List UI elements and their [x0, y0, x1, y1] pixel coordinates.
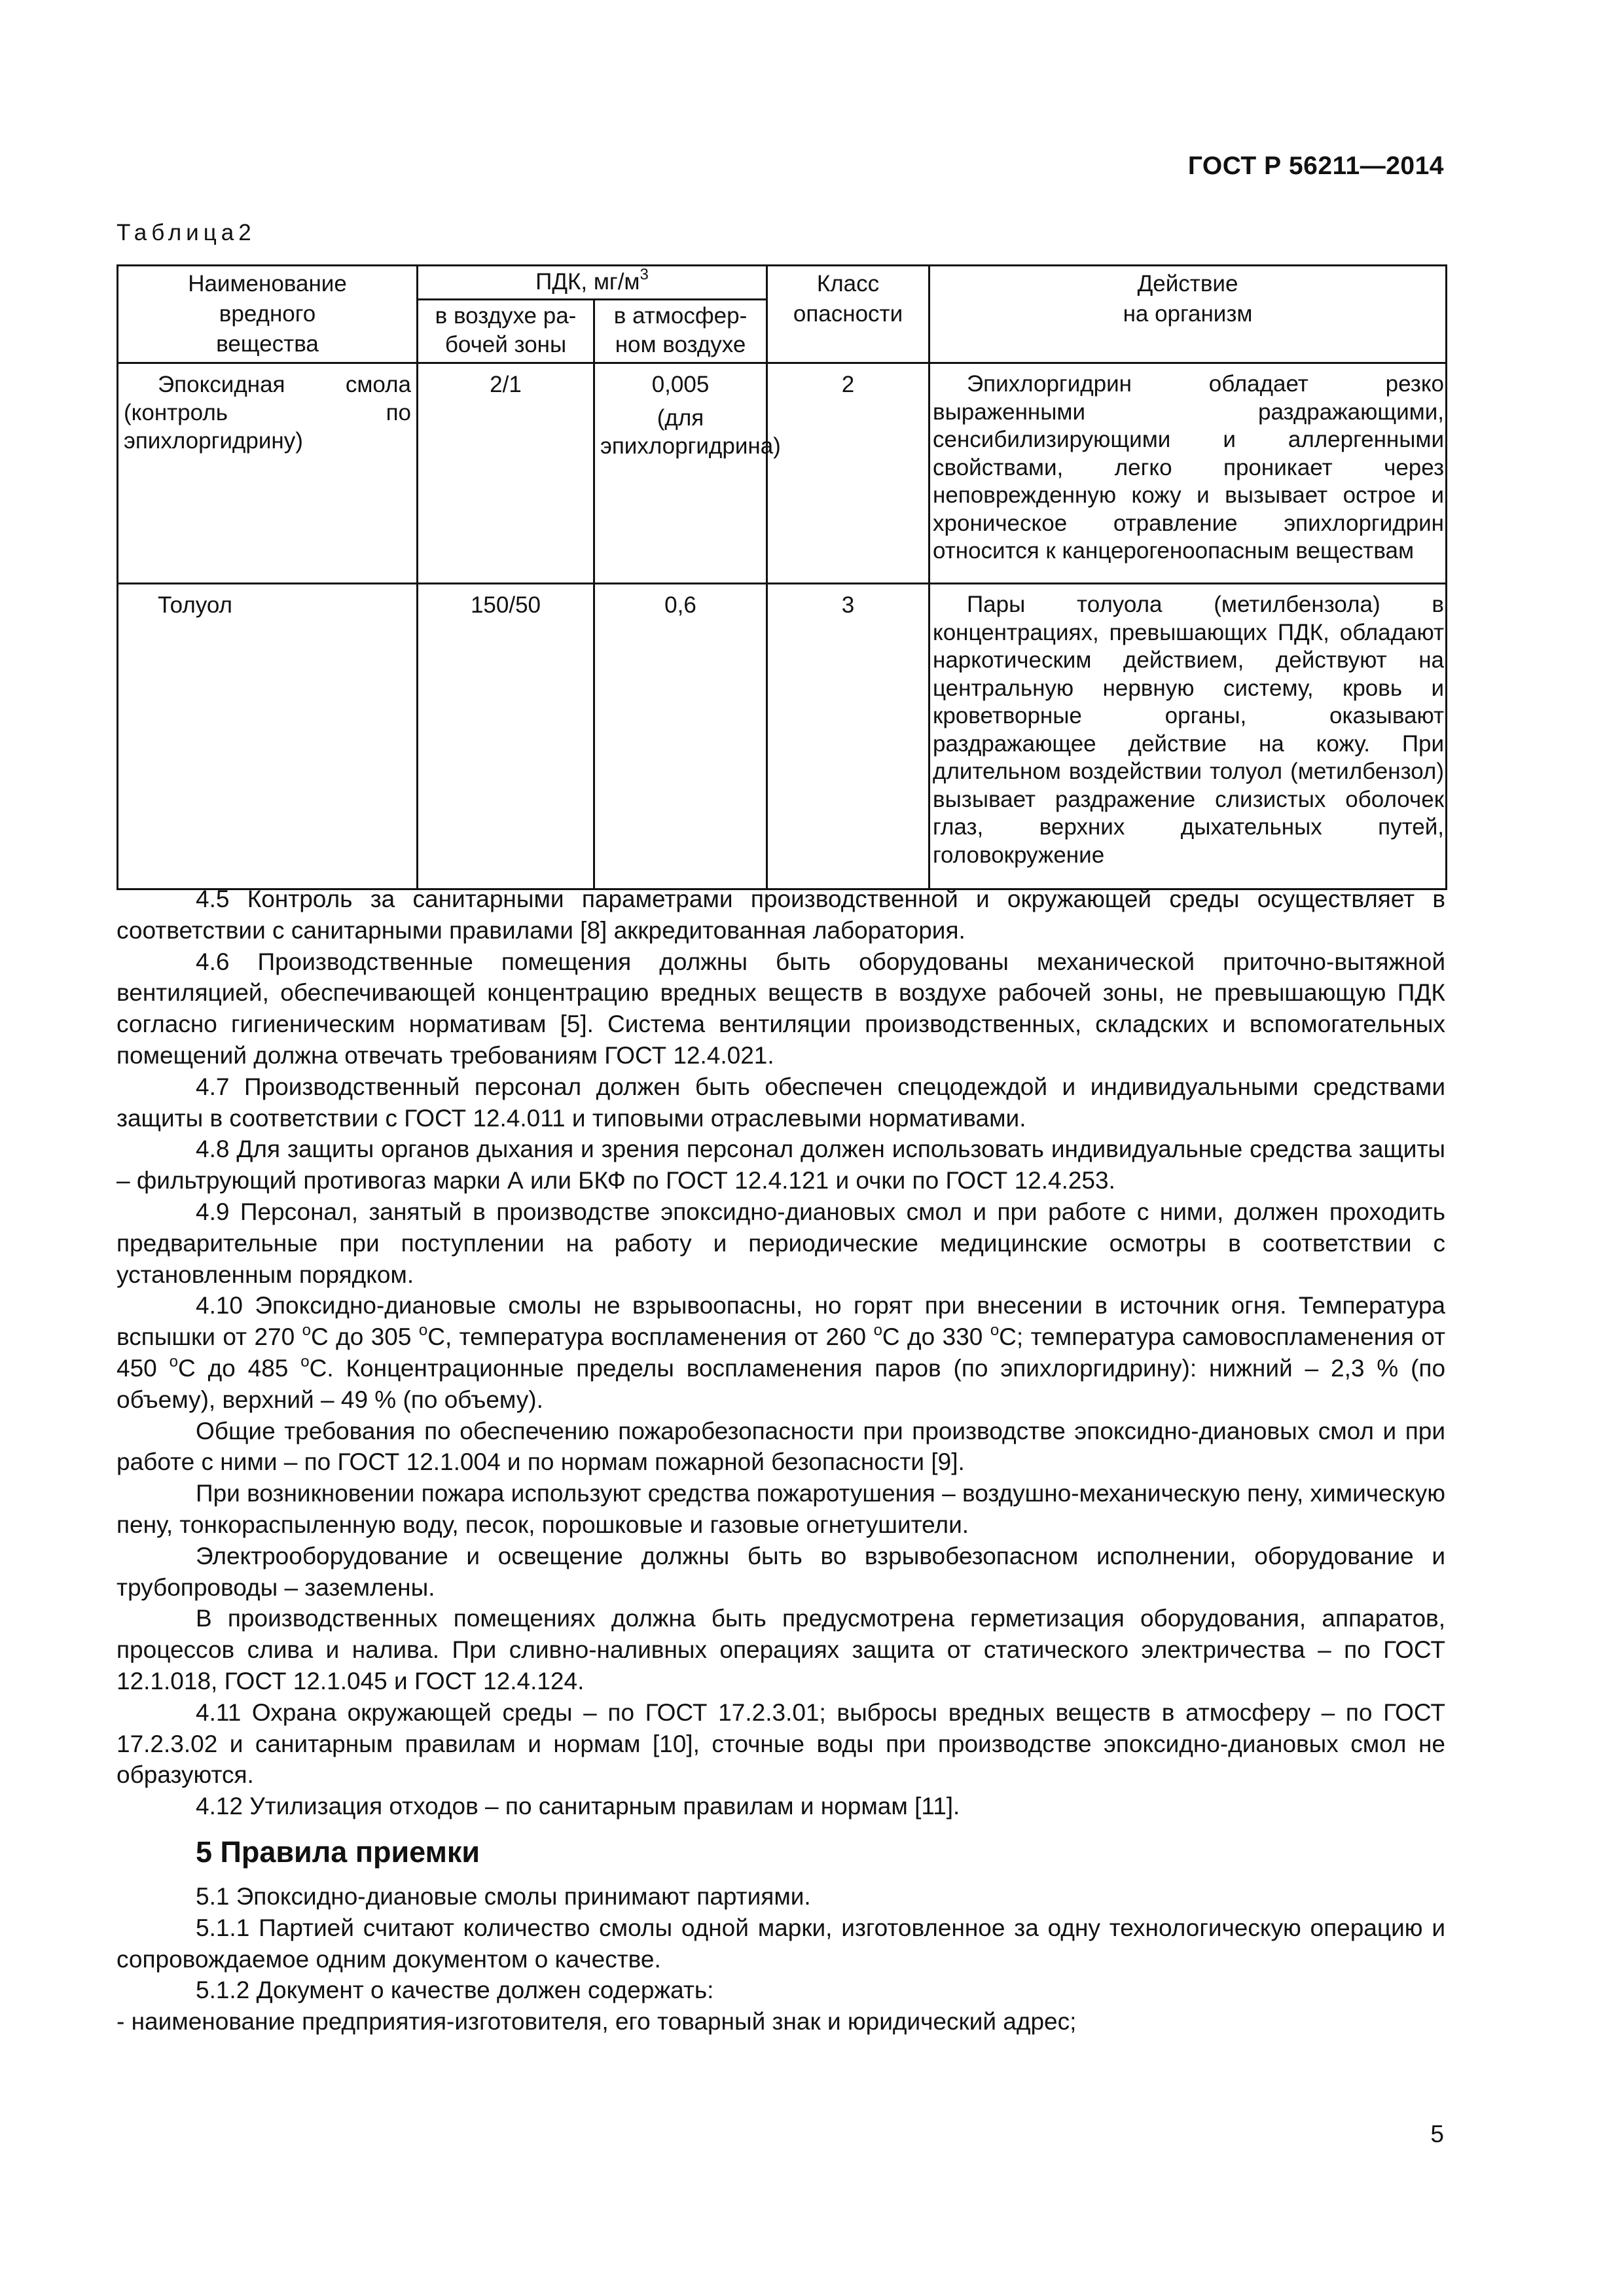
table-header-row — [118, 266, 1447, 300]
paragraph-5-1-2: 5.1.2 Документ о качестве должен содержать: — [196, 1977, 714, 2004]
table-row — [118, 584, 1447, 889]
cell-effect: Эпихлоргидрин обладает резко выраженными раздражающими, сенсибилизирующими и аллергенными свойствами, легко проникает через неповрежденную кожу и вызывает острое и хроническое отравление эпихлоргидрин относится к канцерогеноопасным веществам — [929, 363, 1447, 584]
cell-hazard-class: 3 — [767, 584, 929, 889]
paragraph-4-6: 4.6 Производственные помещения должны быть оборудованы механической приточно-вытяжной вентиляцией, обеспечивающей концентрацию вредных веществ в воздухе рабочей зоны, не превышающую ПДК согласно гигиеническим нормативам [5]. Система вентиляции производственных, складских и вспомогательных помещений должна отвечать требованиям ГОСТ 12.4.021. — [117, 948, 1445, 1069]
paragraph-4-9: 4.9 Персонал, занятый в производстве эпоксидно-диановых смол и при работе с ними, должен проходить предварительные при поступлении на работу и периодические медицинские осмотры в соответствии с установленным порядком. — [117, 1198, 1445, 1288]
paragraph-sealing: В производственных помещениях должна быть предусмотрена герметизация оборудования, аппаратов, процессов слива и налива. При сливно-наливных операциях защита от статического электричества – по ГОСТ 12.1.018, ГОСТ 12.1.045 и ГОСТ 12.4.124. — [117, 1605, 1445, 1695]
header-pdk-work-zone: в воздухе ра- бочей зоны — [418, 300, 594, 363]
hazard-table — [117, 264, 1447, 890]
paragraph-4-5: 4.5 Контроль за санитарными параметрами производственной и окружающей среды осуществляет в соответствии с санитарными правилами [8] аккредитованная лаборатория. — [117, 886, 1445, 944]
paragraph-5-1: 5.1 Эпоксидно-диановые смолы принимают партиями. — [196, 1882, 811, 1910]
paragraph-electro: Электрооборудование и освещение должны быть во взрывобезопасном исполнении, оборудование и трубопроводы – заземлены. — [117, 1542, 1445, 1601]
paragraph-4-12: 4.12 Утилизация отходов – по санитарным правилам и нормам [11]. — [196, 1793, 960, 1820]
cell-effect: Пары толуола (метилбензола) в концентрациях, превышающих ПДК, обладают наркотическим действием, действуют на центральную нервную систему, кровь и кроветворные органы, оказывают раздражающее действие на кожу. При длительном воздействии толуол (метилбензол) вызывает раздражение слизистых оболочек глаз, верхних дыхательных путей, головокружение — [929, 584, 1447, 889]
cell-hazard-class: 2 — [767, 363, 929, 584]
header-pdk-atmosphere: в атмосфер- ном воздухе — [594, 300, 767, 363]
header-pdk: ПДК, $мг/м^3$ — [418, 266, 767, 300]
paragraph-fire-general: Общие требования по обеспечению пожаробезопасности при производстве эпоксидно-диановых смол и при работе с ними – по ГОСТ 12.1.004 и по нормам пожарной безопасности [9]. — [117, 1417, 1445, 1476]
paragraph-4-10: 4.10 Эпоксидно-диановые смолы не взрывоопасны, но горят при внесении в источник огня. Температура вспышки от 270 $^о$С до 305 $^о$С, температура воспламенения от 260 $^о$С до 330 $^о$С; температура самовоспламенения от 450 $^о$С до 485 $^о$С. Концентрационные пределы воспламенения паров (по эпихлоргидрину): нижний – 2,3 % (по объему), верхний – 49 % (по объему). — [117, 1292, 1446, 1413]
table-caption: Таблица2 — [117, 220, 256, 245]
paragraph-5-1-1: 5.1.1 Партией считают количество смолы одной марки, изготовленное за одну технологическую операцию и сопровождаемое одним документом о качестве. — [117, 1914, 1445, 1973]
cell-substance: Эпоксидная смола (контроль по эпихлоргидрину) — [118, 363, 418, 584]
paragraph-4-8: 4.8 Для защиты органов дыхания и зрения персонал должен использовать индивидуальные средства защиты – фильтрующий противогаз марки А или БКФ по ГОСТ 12.4.121 и очки по ГОСТ 12.4.253. — [117, 1136, 1445, 1194]
paragraph-4-11: 4.11 Охрана окружающей среды – по ГОСТ 17.2.3.01; выбросы вредных веществ в атмосферу – по ГОСТ 17.2.3.02 и санитарным правилам и нормам [10], сточные воды при производстве эпоксидно-диановых смол не образуются. — [117, 1698, 1445, 1789]
header-hazard-class: Класс опасности — [767, 266, 929, 363]
paragraph-4-7: 4.7 Производственный персонал должен быть обеспечен спецодеждой и индивидуальными средствами защиты в соответствии с ГОСТ 12.4.011 и типовыми отраслевыми нормативами. — [117, 1073, 1445, 1132]
cell-pdk-atm — [594, 363, 781, 584]
body-text — [117, 884, 1445, 2037]
cell-substance: Толуол — [118, 584, 418, 889]
list-item: - наименование предприятия-изготовителя, его товарный знак и юридический адрес; — [117, 2008, 1077, 2036]
cell-pdk-work: 2/1 — [418, 363, 594, 584]
section-5-title: 5 Правила приемки — [196, 1835, 480, 1869]
cell-pdk-atm-note: (для эпихлоргидрина) — [600, 405, 781, 459]
header-effect: Действие на организм — [929, 266, 1447, 363]
cell-pdk-atm: 0,6 — [594, 584, 767, 889]
cell-pdk-atm-value: 0,005 — [651, 372, 710, 397]
header-substance-name: Наименование вредного вещества — [118, 266, 418, 363]
table-row — [118, 363, 1447, 584]
page-number: 5 — [1430, 2121, 1444, 2147]
paragraph-fire-means: При возникновении пожара используют средства пожаротушения – воздушно-механическую пену, химическую пену, тонкораспыленную воду, песок, порошковые и газовые огнетушители. — [117, 1480, 1445, 1538]
cell-pdk-work: 150/50 — [418, 584, 594, 889]
standard-designation: ГОСТ Р 56211—2014 — [1187, 152, 1444, 180]
